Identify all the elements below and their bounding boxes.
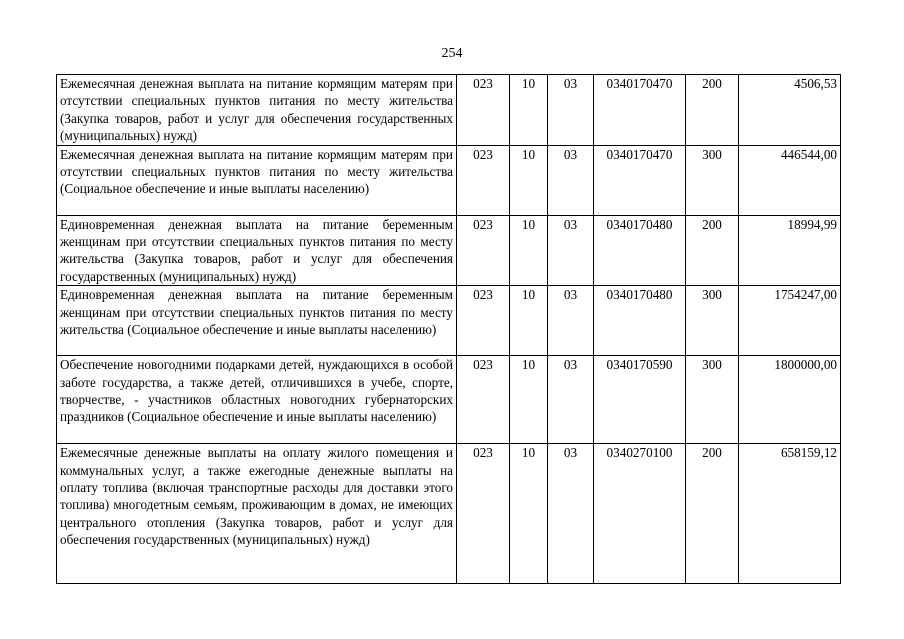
page-number: 254 [441,46,463,61]
amount: 658159,12 [739,444,841,584]
target-item-code: 0340170470 [594,75,686,146]
budget-table [56,74,841,584]
amount: 1754247,00 [739,286,841,356]
expense-description: Ежемесячные денежные выплаты на оплату жилого помещения и коммунальных услуг, а также ежегодные денежные выплаты на оплату топлива (включая транспортные расходы для доставки этого топлива) многодетным семьям, проживающим в домах, не имеющих центрального отопления (Закупка товаров, работ и услуг для обеспечения государственных (муниципальных) нужд) [57,444,457,584]
section-code: 10 [510,356,548,444]
section-code: 10 [510,145,548,215]
target-item-code: 0340170470 [594,145,686,215]
target-item-code: 0340270100 [594,444,686,584]
expense-description: Ежемесячная денежная выплата на питание кормящим матерям при отсутствии специальных пунктов питания по месту жительства (Закупка товаров, работ и услуг для обеспечения государственных (муниципальных) нужд) [57,75,457,146]
subsection-code: 03 [548,356,594,444]
table-row [57,444,841,584]
expense-type-code: 200 [686,444,739,584]
expense-type-code: 300 [686,145,739,215]
amount: 4506,53 [739,75,841,146]
expense-type-code: 300 [686,286,739,356]
subsection-code: 03 [548,145,594,215]
expense-description: Ежемесячная денежная выплата на питание кормящим матерям при отсутствии специальных пунктов питания по месту жительства (Социальное обеспечение и иные выплаты населению) [57,145,457,215]
ministry-code: 023 [457,444,510,584]
ministry-code: 023 [457,75,510,146]
target-item-code: 0340170590 [594,356,686,444]
table-row [57,356,841,444]
section-code: 10 [510,75,548,146]
section-code: 10 [510,215,548,286]
expense-description: Единовременная денежная выплата на питание беременным женщинам при отсутствии специальных пунктов питания по месту жительства (Социальное обеспечение и иные выплаты населению) [57,286,457,356]
subsection-code: 03 [548,75,594,146]
target-item-code: 0340170480 [594,215,686,286]
amount: 1800000,00 [739,356,841,444]
table-row [57,145,841,215]
expense-type-code: 300 [686,356,739,444]
amount: 446544,00 [739,145,841,215]
ministry-code: 023 [457,356,510,444]
expense-type-code: 200 [686,75,739,146]
amount: 18994,99 [739,215,841,286]
target-item-code: 0340170480 [594,286,686,356]
ministry-code: 023 [457,145,510,215]
section-code: 10 [510,286,548,356]
expense-type-code: 200 [686,215,739,286]
ministry-code: 023 [457,286,510,356]
expense-description: Единовременная денежная выплата на питание беременным женщинам при отсутствии специальных пунктов питания по месту жительства (Закупка товаров, работ и услуг для обеспечения государственных (муниципальных) нужд) [57,215,457,286]
table-row [57,75,841,146]
subsection-code: 03 [548,215,594,286]
section-code: 10 [510,444,548,584]
ministry-code: 023 [457,215,510,286]
table-row [57,215,841,286]
subsection-code: 03 [548,444,594,584]
table-row [57,286,841,356]
expense-description: Обеспечение новогодними подарками детей, нуждающихся в особой заботе государства, а также детей, отличившихся в учебе, спорте, творчестве, - участников областных новогодних губернаторских праздников (Социальное обеспечение и иные выплаты населению) [57,356,457,444]
subsection-code: 03 [548,286,594,356]
